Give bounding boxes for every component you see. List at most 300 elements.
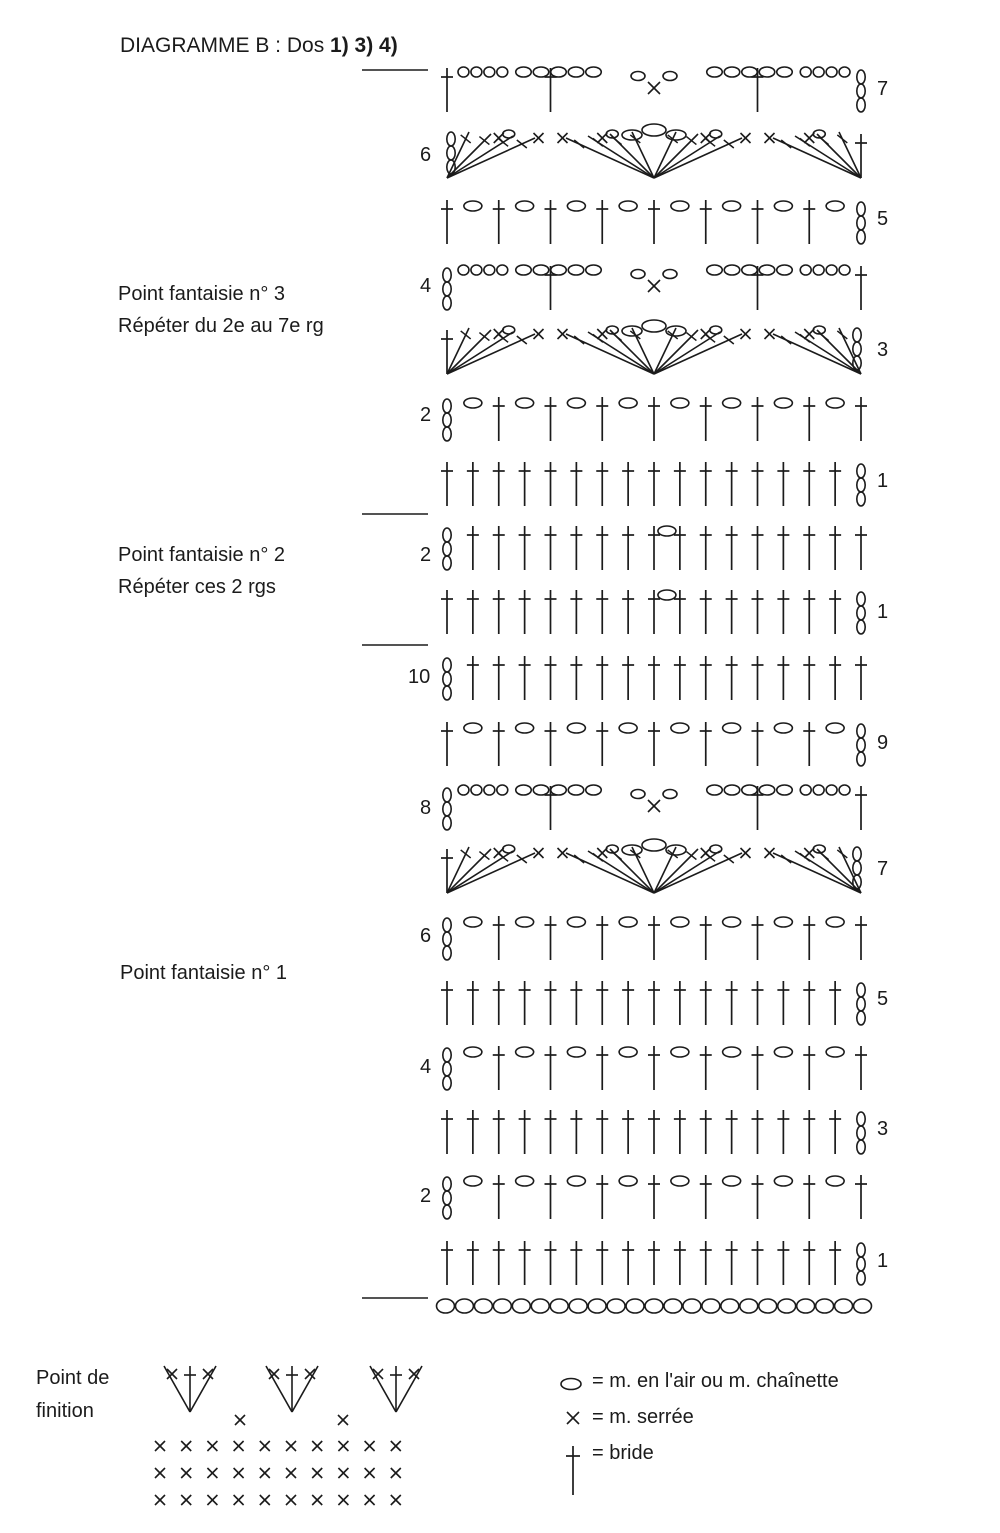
bride-stitch xyxy=(545,722,557,766)
chain-stitch xyxy=(567,201,585,211)
bride-stitch xyxy=(493,200,505,244)
turning-chain xyxy=(853,356,861,370)
finishing-label-line2: finition xyxy=(36,1400,94,1422)
bride-stitch xyxy=(855,656,867,700)
bride-stitch xyxy=(493,1046,505,1090)
bride-stitch xyxy=(752,916,764,960)
chain-stitch xyxy=(464,201,482,211)
chain-stitch xyxy=(516,398,534,408)
turning-chain xyxy=(443,658,451,672)
chain-stitch xyxy=(516,67,532,77)
turning-chain xyxy=(443,918,451,932)
turning-chain xyxy=(853,328,861,342)
single-crochet-x xyxy=(207,1495,217,1505)
turning-chain xyxy=(443,932,451,946)
bride-stitch xyxy=(441,330,453,374)
single-crochet-x xyxy=(648,800,660,812)
chain-stitch xyxy=(464,723,482,733)
chain-stitch xyxy=(569,1299,587,1313)
bride-stitch xyxy=(519,590,531,634)
chain-stitch xyxy=(471,265,482,275)
bride-stitch xyxy=(726,981,738,1025)
chain-stitch xyxy=(826,917,844,927)
bride-stitch xyxy=(829,656,841,700)
bride-stitch xyxy=(855,526,867,570)
bride-stitch xyxy=(596,656,608,700)
row-all-bride xyxy=(443,656,867,700)
chain-stitch xyxy=(800,67,811,77)
chain-stitch xyxy=(740,1299,758,1313)
chain-stitch xyxy=(516,1176,534,1186)
bride-stitch xyxy=(855,134,867,178)
title-text: DIAGRAMME B : Dos xyxy=(120,34,331,57)
bride-stitch xyxy=(596,916,608,960)
bride-stitch xyxy=(648,1046,660,1090)
bride-stitch xyxy=(441,849,453,893)
bride-stitch xyxy=(596,1110,608,1154)
bride-stitch xyxy=(519,462,531,506)
bride-stitch xyxy=(648,656,660,700)
fan-bar xyxy=(837,135,847,143)
bride-stitch xyxy=(777,981,789,1025)
row-bride-chain xyxy=(441,722,865,766)
bride-stitch xyxy=(700,200,712,244)
turning-chain xyxy=(443,296,451,310)
bride-stitch xyxy=(545,1110,557,1154)
section-note: Répéter du 2e au 7e rg xyxy=(118,315,324,337)
single-crochet-x xyxy=(181,1468,191,1478)
row-number: 2 xyxy=(420,544,432,566)
bride-stitch xyxy=(855,916,867,960)
chain-stitch xyxy=(550,1299,568,1313)
bride-stitch xyxy=(700,590,712,634)
section-name: Point fantaisie n° 2 xyxy=(118,544,285,566)
bride-stitch xyxy=(752,1046,764,1090)
finishing-label-line1: Point de xyxy=(36,1367,110,1389)
chain-stitch xyxy=(683,1299,701,1313)
turning-chain xyxy=(443,399,451,413)
chain-stitch xyxy=(607,1299,625,1313)
fan-stem xyxy=(164,1366,190,1412)
chain-stitch xyxy=(631,72,645,81)
bride-stitch xyxy=(545,656,557,700)
turning-chain xyxy=(853,847,861,861)
chain-stitch xyxy=(464,1047,482,1057)
bride-stitch xyxy=(726,1110,738,1154)
turning-chain xyxy=(443,672,451,686)
turning-chain xyxy=(857,1271,865,1285)
chain-stitch xyxy=(484,265,495,275)
chain-stitch xyxy=(663,72,677,81)
bride-stitch xyxy=(493,916,505,960)
bride-stitch xyxy=(752,722,764,766)
bride-stitch xyxy=(545,462,557,506)
single-crochet-x xyxy=(234,1441,244,1451)
chain-stitch xyxy=(723,398,741,408)
single-crochet-x xyxy=(312,1468,322,1478)
chain-stitch xyxy=(567,1176,585,1186)
chain-stitch xyxy=(642,839,666,851)
fan-bar xyxy=(517,140,527,148)
bride-stitch xyxy=(803,722,815,766)
chain-stitch xyxy=(619,1047,637,1057)
bride-stitch xyxy=(648,1241,660,1285)
bride-stitch xyxy=(622,1110,634,1154)
chain-stitch xyxy=(826,1047,844,1057)
chain-stitch xyxy=(723,201,741,211)
row-fans xyxy=(441,320,861,374)
turning-chain xyxy=(443,802,451,816)
bride-stitch xyxy=(700,722,712,766)
row-bride-chain xyxy=(443,1175,867,1219)
bride-stitch xyxy=(726,526,738,570)
bride-stitch xyxy=(467,590,479,634)
bride-stitch xyxy=(570,981,582,1025)
turning-chain xyxy=(443,788,451,802)
chain-stitch xyxy=(663,790,677,799)
chain-stitch xyxy=(493,1299,511,1313)
fan-bar xyxy=(781,336,791,344)
bride-stitch xyxy=(596,981,608,1025)
chain-stitch xyxy=(631,790,645,799)
chain-stitch xyxy=(561,1379,581,1390)
turning-chain xyxy=(443,816,451,830)
bride-stitch xyxy=(674,1241,686,1285)
bride-stitch xyxy=(493,722,505,766)
single-crochet-x xyxy=(365,1441,375,1451)
bride-stitch xyxy=(441,590,453,634)
chain-stitch xyxy=(839,67,850,77)
row-number: 2 xyxy=(420,1185,432,1207)
fan-bar xyxy=(724,855,734,863)
chain-stitch xyxy=(813,265,824,275)
bride-stitch xyxy=(752,266,764,310)
chain-stitch xyxy=(671,723,689,733)
row-number: 6 xyxy=(420,925,432,947)
bride-stitch xyxy=(596,1175,608,1219)
chain-stitch xyxy=(702,1299,720,1313)
chain-stitch xyxy=(474,1299,492,1313)
chain-stitch xyxy=(854,1299,872,1313)
chain-stitch xyxy=(471,67,482,77)
single-crochet-x xyxy=(155,1468,165,1478)
turning-chain xyxy=(857,1257,865,1271)
chain-stitch xyxy=(568,67,584,77)
chain-stitch xyxy=(826,785,837,795)
row-number: 1 xyxy=(877,470,889,492)
chain-stitch xyxy=(551,785,567,795)
bride-stitch xyxy=(467,981,479,1025)
chain-stitch xyxy=(516,917,534,927)
turning-chain xyxy=(857,997,865,1011)
bride-stitch xyxy=(803,1241,815,1285)
chain-stitch xyxy=(671,201,689,211)
turning-chain xyxy=(443,946,451,960)
bride-stitch xyxy=(493,462,505,506)
chain-stitch xyxy=(512,1299,530,1313)
row-all-bride xyxy=(441,590,865,634)
chain-stitch xyxy=(724,67,740,77)
chain-stitch xyxy=(710,130,722,138)
single-crochet-x xyxy=(260,1495,270,1505)
row-all-bride xyxy=(441,1241,865,1285)
chain-stitch xyxy=(664,1299,682,1313)
chain-stitch xyxy=(455,1299,473,1313)
turning-chain xyxy=(857,84,865,98)
chain-stitch xyxy=(503,326,515,334)
section-name: Point fantaisie n° 1 xyxy=(120,962,287,984)
turning-chain xyxy=(857,983,865,997)
bride-stitch xyxy=(700,526,712,570)
bride-stitch xyxy=(441,200,453,244)
bride-stitch xyxy=(855,397,867,441)
chain-stitch xyxy=(826,201,844,211)
bride-stitch xyxy=(570,590,582,634)
chain-stitch xyxy=(626,1299,644,1313)
chain-stitch xyxy=(723,1047,741,1057)
bride-stitch xyxy=(622,590,634,634)
row-number: 9 xyxy=(877,732,889,754)
turning-chain xyxy=(443,1205,451,1219)
single-crochet-x xyxy=(338,1415,348,1425)
row-number: 10 xyxy=(408,666,431,688)
turning-chain xyxy=(443,268,451,282)
bride-stitch xyxy=(829,526,841,570)
turning-chain xyxy=(857,216,865,230)
row-number: 5 xyxy=(877,988,889,1010)
bride-stitch xyxy=(855,1046,867,1090)
single-crochet-x xyxy=(207,1468,217,1478)
chain-stitch xyxy=(484,67,495,77)
bride-stitch xyxy=(803,1046,815,1090)
chain-stitch xyxy=(619,398,637,408)
turning-chain xyxy=(447,132,455,146)
single-crochet-x xyxy=(365,1468,375,1478)
single-crochet-x xyxy=(234,1495,244,1505)
chain-stitch xyxy=(777,67,793,77)
section-name: Point fantaisie n° 3 xyxy=(118,283,285,305)
bride-stitch xyxy=(777,526,789,570)
bride-stitch xyxy=(803,462,815,506)
bride-stitch xyxy=(803,981,815,1025)
chain-stitch xyxy=(622,326,642,336)
chain-stitch xyxy=(826,1176,844,1186)
turning-chain xyxy=(857,620,865,634)
chain-stitch xyxy=(759,785,775,795)
bride-stitch xyxy=(855,1175,867,1219)
bride-stitch xyxy=(570,656,582,700)
bride-stitch xyxy=(803,200,815,244)
bride-stitch xyxy=(752,200,764,244)
bride-stitch xyxy=(622,656,634,700)
chain-stitch xyxy=(516,785,532,795)
legend-single-text: = m. serrée xyxy=(592,1406,694,1428)
foundation-chain xyxy=(437,1299,872,1313)
bride-stitch xyxy=(829,981,841,1025)
turning-chain xyxy=(857,752,865,766)
single-crochet-x xyxy=(391,1495,401,1505)
bride-stitch xyxy=(545,68,557,112)
treble-cross-icon xyxy=(566,1446,580,1495)
bride-stitch xyxy=(674,656,686,700)
bride-stitch xyxy=(777,656,789,700)
bride-stitch xyxy=(674,1110,686,1154)
bride-stitch xyxy=(441,1241,453,1285)
fan-bar xyxy=(517,855,527,863)
turning-chain xyxy=(447,146,455,160)
row-all-bride xyxy=(441,462,865,506)
chain-stitch xyxy=(551,67,567,77)
single-crochet-x xyxy=(391,1468,401,1478)
turning-chain xyxy=(857,1126,865,1140)
row-fans xyxy=(447,124,867,178)
chain-stitch xyxy=(774,398,792,408)
chain-stitch xyxy=(567,723,585,733)
chain-stitch xyxy=(516,723,534,733)
chain-stitch xyxy=(503,845,515,853)
chain-stitch xyxy=(658,590,676,600)
turning-chain xyxy=(857,70,865,84)
chain-stitch xyxy=(588,1299,606,1313)
turning-chain xyxy=(443,413,451,427)
bride-stitch xyxy=(648,1110,660,1154)
row-all-bride xyxy=(441,1110,865,1154)
chain-stitch xyxy=(671,917,689,927)
bride-stitch xyxy=(519,981,531,1025)
bride-stitch xyxy=(777,1241,789,1285)
chain-stitch xyxy=(568,265,584,275)
bride-stitch xyxy=(493,397,505,441)
row-chain-arches xyxy=(443,785,867,830)
chain-stitch xyxy=(533,67,549,77)
single-crochet-x xyxy=(286,1441,296,1451)
bride-stitch xyxy=(777,1110,789,1154)
single-crochet-x xyxy=(338,1495,348,1505)
turning-chain xyxy=(443,1191,451,1205)
bride-stitch xyxy=(570,1241,582,1285)
turning-chain xyxy=(857,202,865,216)
bride-stitch xyxy=(700,462,712,506)
chain-stitch xyxy=(567,1047,585,1057)
chain-stitch xyxy=(531,1299,549,1313)
turning-chain xyxy=(443,1062,451,1076)
row-bride-chain xyxy=(443,397,867,441)
bride-stitch xyxy=(752,1241,764,1285)
bride-stitch xyxy=(596,200,608,244)
chain-stitch xyxy=(759,1299,777,1313)
bride-stitch xyxy=(752,981,764,1025)
chain-stitch xyxy=(759,67,775,77)
bride-stitch xyxy=(700,916,712,960)
bride-stitch xyxy=(700,1046,712,1090)
chain-stitch xyxy=(742,785,758,795)
bride-stitch xyxy=(752,656,764,700)
turning-chain xyxy=(443,282,451,296)
legend-symbols xyxy=(561,1379,581,1496)
bride-stitch xyxy=(777,590,789,634)
bride-stitch xyxy=(648,722,660,766)
turning-chain xyxy=(853,861,861,875)
chain-stitch xyxy=(568,785,584,795)
turning-chain xyxy=(853,342,861,356)
bride-stitch xyxy=(803,590,815,634)
fan-stem xyxy=(292,1366,318,1412)
row-number: 6 xyxy=(420,144,432,166)
bride-stitch xyxy=(519,526,531,570)
bride-stitch xyxy=(829,462,841,506)
chain-stitch xyxy=(622,845,642,855)
row-chain-arches xyxy=(443,265,867,310)
bride-stitch xyxy=(596,397,608,441)
chain-stitch xyxy=(671,1176,689,1186)
chain-stitch xyxy=(774,1176,792,1186)
bride-stitch xyxy=(545,1175,557,1219)
single-crochet-x xyxy=(338,1468,348,1478)
chain-stitch xyxy=(774,723,792,733)
bride-stitch xyxy=(752,786,764,830)
bride-stitch xyxy=(622,526,634,570)
fan-bar xyxy=(461,850,471,858)
chain-stitch xyxy=(742,265,758,275)
bride-stitch xyxy=(596,590,608,634)
chain-stitch xyxy=(567,398,585,408)
chain-stitch xyxy=(464,1176,482,1186)
chain-stitch xyxy=(710,845,722,853)
bride-stitch xyxy=(519,656,531,700)
row-number: 3 xyxy=(877,1118,889,1140)
chain-stitch xyxy=(642,320,666,332)
turning-chain xyxy=(857,1140,865,1154)
bride-stitch xyxy=(519,1110,531,1154)
bride-stitch xyxy=(467,656,479,700)
single-crochet-x xyxy=(312,1441,322,1451)
row-chain-arches xyxy=(441,67,865,112)
bride-stitch xyxy=(648,981,660,1025)
bride-stitch xyxy=(752,462,764,506)
chain-stitch xyxy=(839,265,850,275)
bride-stitch xyxy=(493,981,505,1025)
bride-stitch xyxy=(596,462,608,506)
bride-stitch xyxy=(493,1110,505,1154)
chain-stitch xyxy=(816,1299,834,1313)
single-crochet-x xyxy=(286,1468,296,1478)
bride-stitch xyxy=(622,462,634,506)
bride-stitch xyxy=(622,981,634,1025)
chain-stitch xyxy=(586,265,602,275)
turning-chain xyxy=(447,160,455,174)
fan-bar xyxy=(781,855,791,863)
chain-stitch xyxy=(645,1299,663,1313)
bride-stitch xyxy=(752,1110,764,1154)
turning-chain xyxy=(857,738,865,752)
chain-stitch xyxy=(826,67,837,77)
bride-stitch xyxy=(545,786,557,830)
chain-stitch xyxy=(551,265,567,275)
chain-stitch xyxy=(619,1176,637,1186)
chain-stitch xyxy=(497,67,508,77)
chain-stitch xyxy=(471,785,482,795)
chain-stitch xyxy=(774,1047,792,1057)
single-crochet-x xyxy=(260,1468,270,1478)
single-crochet-x xyxy=(312,1495,322,1505)
chain-stitch xyxy=(759,265,775,275)
chain-stitch xyxy=(774,201,792,211)
chain-stitch xyxy=(619,917,637,927)
chain-stitch xyxy=(724,785,740,795)
chain-stitch xyxy=(586,67,602,77)
chain-stitch xyxy=(658,526,676,536)
bride-stitch xyxy=(545,397,557,441)
